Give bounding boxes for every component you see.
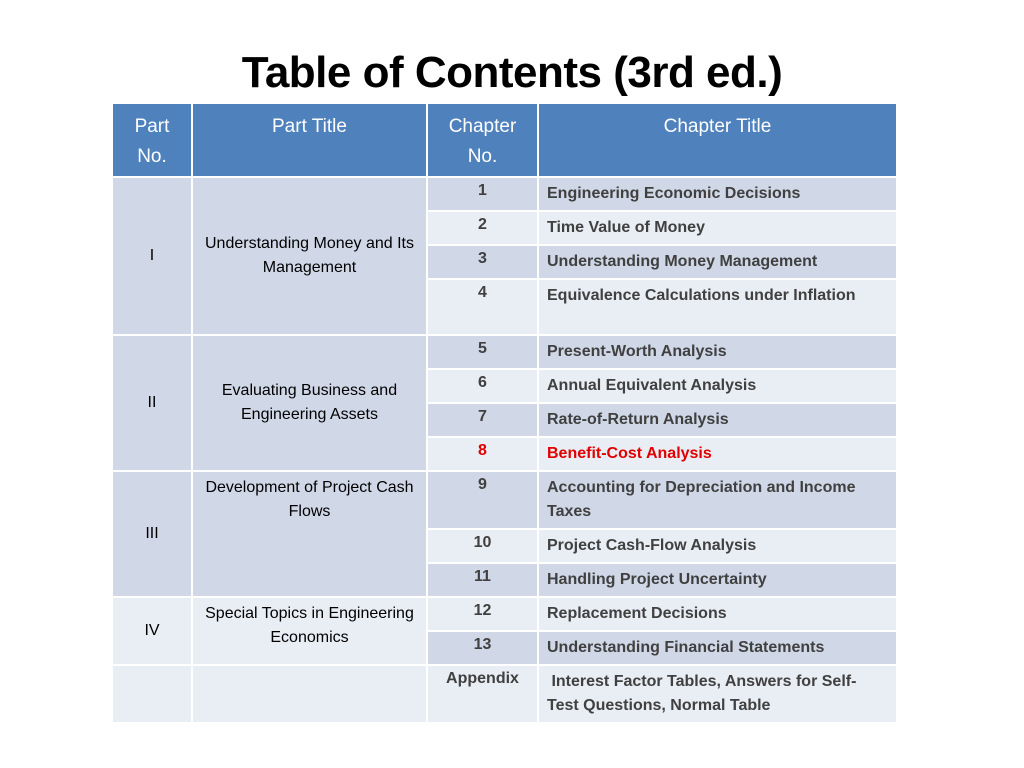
table-of-contents <box>111 102 898 724</box>
chapter-title: Replacement Decisions <box>538 597 897 631</box>
chapter-no: 9 <box>427 471 538 529</box>
chapter-no: 10 <box>427 529 538 563</box>
chapter-no: 13 <box>427 631 538 665</box>
chapter-title: Project Cash-Flow Analysis <box>538 529 897 563</box>
chapter-title: Engineering Economic Decisions <box>538 177 897 211</box>
chapter-title: Annual Equivalent Analysis <box>538 369 897 403</box>
chapter-no: 7 <box>427 403 538 437</box>
table-row <box>112 597 897 631</box>
part-no-cell: II <box>112 335 192 471</box>
part-title-cell: Development of Project Cash Flows <box>192 471 427 597</box>
chapter-no: 1 <box>427 177 538 211</box>
chapter-no: Appendix <box>427 665 538 723</box>
header-part-no <box>112 103 192 177</box>
part-no-cell: I <box>112 177 192 335</box>
chapter-title: Accounting for Depreciation and Income Taxes <box>538 471 897 529</box>
chapter-no: 8 <box>427 437 538 471</box>
chapter-no: 3 <box>427 245 538 279</box>
chapter-no: 4 <box>427 279 538 335</box>
chapter-no: 11 <box>427 563 538 597</box>
part-no-cell: IV <box>112 597 192 665</box>
chapter-title: Rate-of-Return Analysis <box>538 403 897 437</box>
empty-cell <box>112 665 192 723</box>
header-chapter-title: Chapter Title <box>538 103 897 177</box>
chapter-no: 12 <box>427 597 538 631</box>
chapter-title: Understanding Money Management <box>538 245 897 279</box>
header-part-title: Part Title <box>192 103 427 177</box>
empty-cell <box>192 665 427 723</box>
chapter-title: Interest Factor Tables, Answers for Self-Test Questions, Normal Table <box>538 665 897 723</box>
header-chapter-no-line2: No. <box>467 146 498 167</box>
table-row <box>112 335 897 369</box>
table-row <box>112 471 897 529</box>
header-chapter-no <box>427 103 538 177</box>
chapter-title: Time Value of Money <box>538 211 897 245</box>
part-title-cell: Evaluating Business and Engineering Assets <box>192 335 427 471</box>
table-header-row <box>112 103 897 177</box>
chapter-no: 6 <box>427 369 538 403</box>
part-title-cell: Understanding Money and Its Management <box>192 177 427 335</box>
header-chapter-no-line1: Chapter <box>448 116 517 137</box>
chapter-title: Handling Project Uncertainty <box>538 563 897 597</box>
part-title-cell: Special Topics in Engineering Economics <box>192 597 427 665</box>
header-part-no-line1: Part <box>134 116 170 137</box>
chapter-title: Benefit-Cost Analysis <box>538 437 897 471</box>
chapter-no: 2 <box>427 211 538 245</box>
table-row <box>112 665 897 723</box>
header-part-no-line2: No. <box>137 146 167 167</box>
chapter-title: Present-Worth Analysis <box>538 335 897 369</box>
chapter-title: Understanding Financial Statements <box>538 631 897 665</box>
slide-title: Table of Contents (3rd ed.) <box>241 48 783 97</box>
part-no-cell: III <box>112 471 192 597</box>
table-row <box>112 177 897 211</box>
chapter-no: 5 <box>427 335 538 369</box>
chapter-title: Equivalence Calculations under Inflation <box>538 279 897 335</box>
